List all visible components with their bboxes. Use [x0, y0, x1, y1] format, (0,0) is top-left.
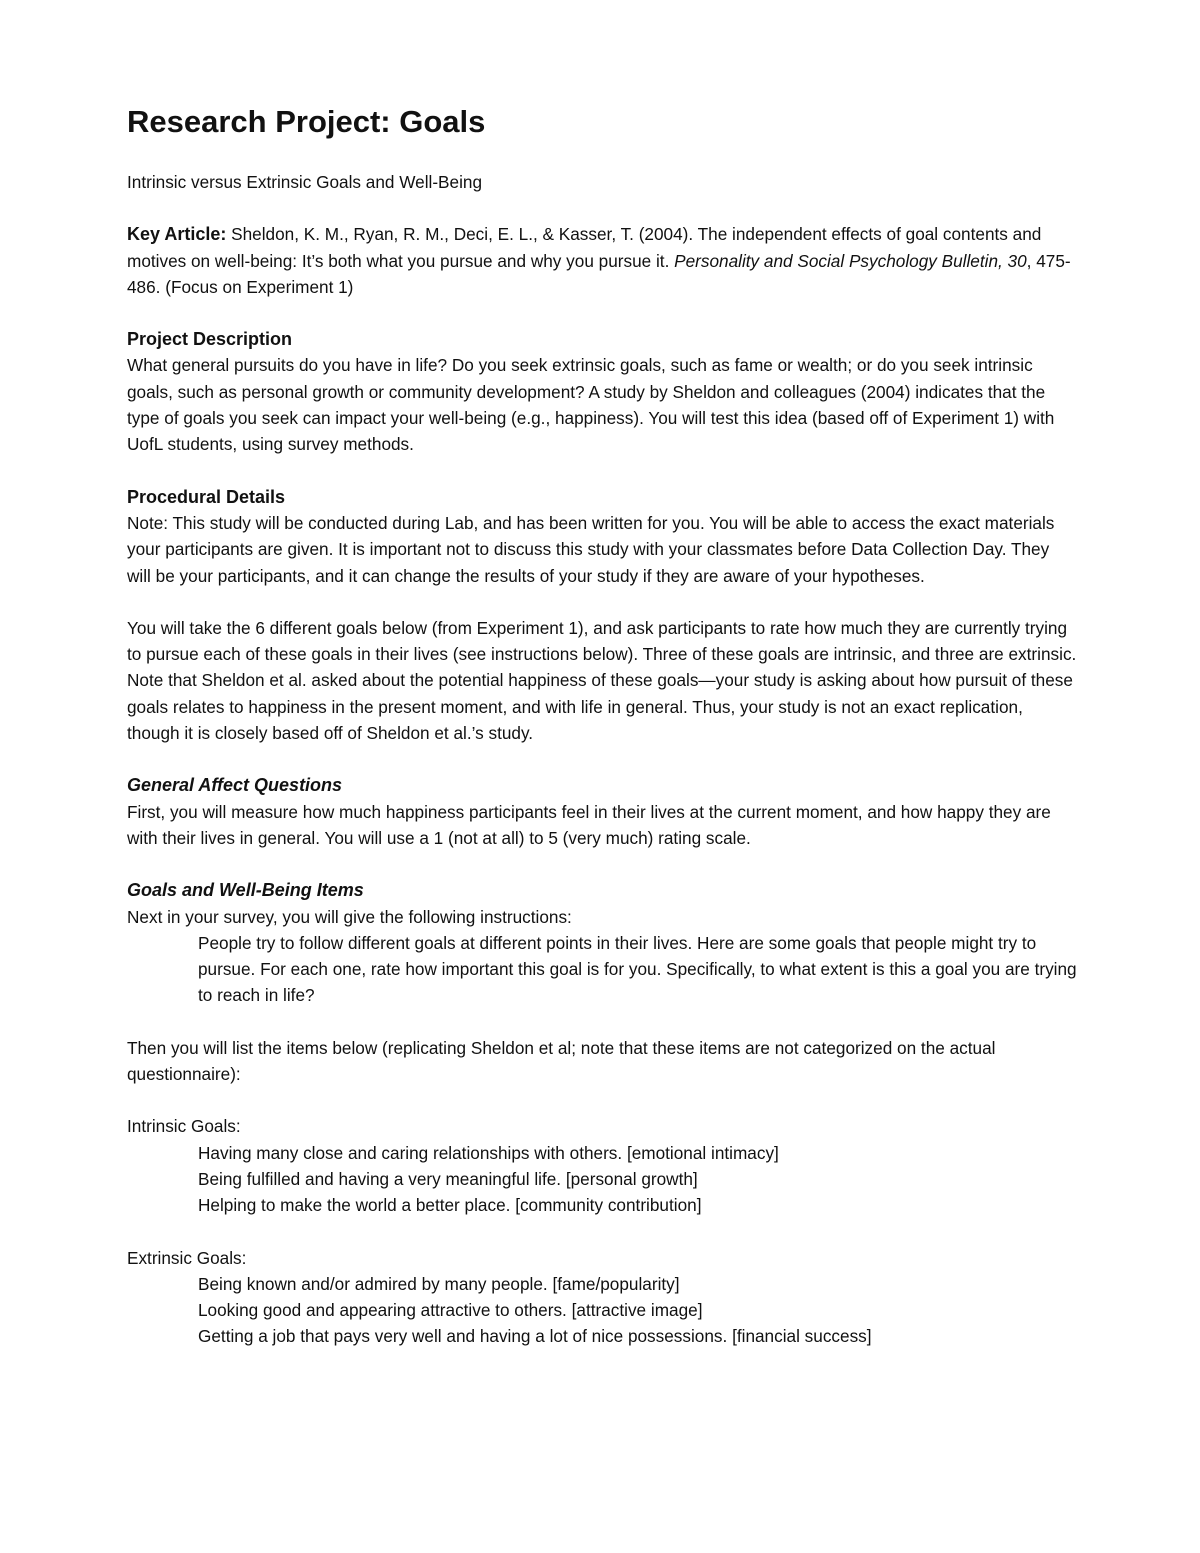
list-item: Having many close and caring relationships with others. [emotional intimacy] — [198, 1142, 779, 1163]
procedural-details-note: Note: This study will be conducted during Lab, and has been written for you. You will be able to access the exact materials your participants are given. It is important not to discuss this study with your classmates before Data Collection Day. They will be your participants, and it can change the results of your study if they are aware of your hypotheses. — [127, 512, 1055, 586]
list-item: Being fulfilled and having a very meaningful life. [personal growth] — [198, 1168, 698, 1189]
intrinsic-goals-label: Intrinsic Goals: — [127, 1116, 241, 1137]
page-title: Research Project: Goals — [127, 104, 486, 139]
procedural-details-body: You will take the 6 different goals below (from Experiment 1), and ask participants to rate how much they are currently trying to pursue each of these goals in their lives (see instructions below). Three of these goals are intrinsic, and three are extrinsic. Note that Sheldon et al. asked about the potential happiness of these goals—your study is asking about how pursuit of these goals relates to happiness in the present moment, and with life in general. Thus, your study is not an exact replication, though it is closely based off of Sheldon et al.’s study. — [127, 617, 1077, 744]
key-article-journal: Personality and Social Psychology Bulletin, 30 — [674, 250, 1027, 271]
key-article-pages: , 475-486. (Focus on Experiment 1) — [127, 250, 1071, 297]
key-article-citation — [127, 221, 1077, 300]
extrinsic-goals-label: Extrinsic Goals: — [127, 1247, 247, 1268]
goals-instructions: People try to follow different goals at different points in their lives. Here are some goals that people might try to pursue. For each one, rate how important this goal is for you. Specifically, to what extent is this a goal you are trying to reach in life? — [198, 932, 1077, 1006]
project-description-heading: Project Description — [127, 329, 293, 350]
key-article-text: Sheldon, K. M., Ryan, R. M., Deci, E. L., & Kasser, T. (2004). The independent effects of goal contents and motives on well-being: It’s both what you pursue and why you pursue it. — [127, 224, 1042, 271]
extrinsic-goals-list — [127, 1245, 1077, 1350]
general-affect-body: First, you will measure how much happiness participants feel in their lives at the current moment, and how happy they are with their lives in general. You will use a 1 (not at all) to 5 (very much) rating scale. — [127, 801, 1051, 848]
procedural-details-section — [127, 484, 1077, 589]
list-item: Being known and/or admired by many people. [fame/popularity] — [198, 1273, 680, 1294]
project-description-body: What general pursuits do you have in life? Do you seek extrinsic goals, such as fame or wealth; or do you seek intrinsic goals, such as personal growth or community development? A study by Sheldon and colleagues (2004) indicates that the type of goals you seek can impact your well-being (e.g., happiness). You will test this idea (based off of Experiment 1) with UofL students, using survey methods. — [127, 355, 1055, 455]
goals-items-intro: Next in your survey, you will give the following instructions: — [127, 906, 572, 927]
goals-list-intro: Then you will list the items below (replicating Sheldon et al; note that these items are not categorized on the actual questionnaire): — [127, 1037, 996, 1085]
list-item: Looking good and appearing attractive to others. [attractive image] — [198, 1300, 703, 1321]
procedural-details-heading: Procedural Details — [127, 486, 286, 507]
key-article-label: Key Article: — [127, 224, 227, 245]
project-description-section — [127, 326, 1077, 457]
intrinsic-goals-list — [127, 1113, 1077, 1218]
goals-items-section — [127, 877, 1077, 1008]
document-page — [127, 100, 1077, 1350]
general-affect-heading: General Affect Questions — [127, 775, 343, 796]
goals-items-heading: Goals and Well-Being Items — [127, 880, 364, 901]
general-affect-section — [127, 772, 1077, 851]
list-item: Getting a job that pays very well and having a lot of nice possessions. [financial success] — [198, 1326, 872, 1347]
page-subtitle: Intrinsic versus Extrinsic Goals and Well-Being — [127, 172, 483, 192]
list-item: Helping to make the world a better place. [community contribution] — [198, 1195, 702, 1216]
